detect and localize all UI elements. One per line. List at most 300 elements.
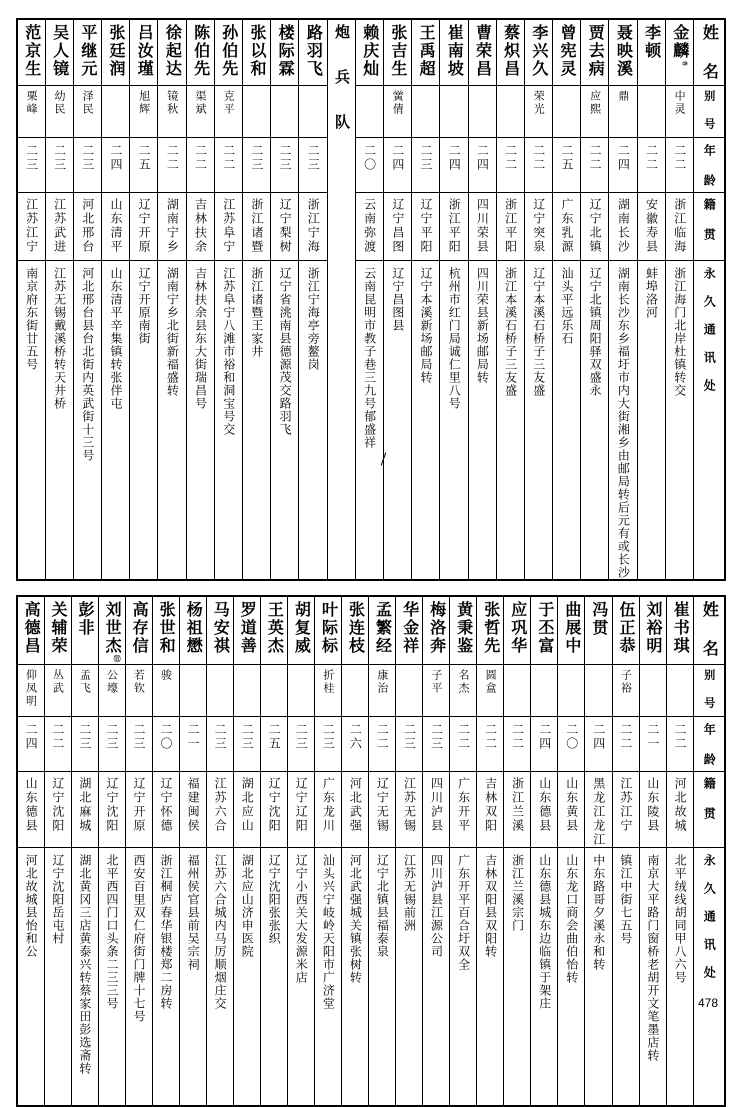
cell-age xyxy=(639,717,666,772)
cell-text-age: 二三 xyxy=(402,723,417,751)
cell-text-origin: 辽宁辽阳 xyxy=(294,777,309,833)
cell-text-name: 胡复威 xyxy=(292,601,312,655)
cell-alias xyxy=(17,665,44,717)
cell-alias xyxy=(179,665,206,717)
cell-origin xyxy=(450,772,477,848)
cell-name xyxy=(369,596,396,665)
cell-alias xyxy=(45,86,73,138)
cell-text-alias: 丛武 xyxy=(51,669,65,695)
cell-alias xyxy=(639,665,666,717)
cell-text-origin: 河北故城 xyxy=(673,777,688,833)
cell-alias xyxy=(271,86,299,138)
cell-text-address: 辽宁北镇周阳驿双盛永 xyxy=(588,267,603,397)
cell-text-name: 贾去病 xyxy=(586,24,606,78)
cell-text-age: 二五 xyxy=(267,723,282,751)
cell-origin xyxy=(243,193,271,261)
cell-age xyxy=(243,138,271,193)
cell-text-address: 四川荣县新场邮局转 xyxy=(475,267,490,384)
cell-age xyxy=(612,717,639,772)
cell-origin xyxy=(71,772,98,848)
cell-origin xyxy=(17,772,44,848)
column-header-text-address: 永 久 通 讯 处 xyxy=(702,267,717,392)
cell-name xyxy=(214,19,242,86)
unit-label-cell xyxy=(327,19,355,580)
cell-age xyxy=(73,138,101,193)
cell-name xyxy=(299,19,327,86)
cell-address xyxy=(383,261,411,581)
cell-text-name: 冯贯 xyxy=(589,601,609,637)
cell-text-name: 吕汝瑾 xyxy=(135,24,155,78)
cell-text-address: 南京大平路门窗桥老胡开文笔墨店转 xyxy=(645,854,660,1062)
cell-address xyxy=(186,261,214,581)
column-header-address xyxy=(694,848,726,1106)
cell-age xyxy=(423,717,450,772)
cell-age xyxy=(637,138,665,193)
cell-text-alias: 康治 xyxy=(375,669,389,695)
cell-text-address: 辽宁沈阳张张织 xyxy=(267,854,282,945)
cell-origin xyxy=(637,193,665,261)
cell-address xyxy=(369,848,396,1106)
cell-name xyxy=(17,19,45,86)
cell-age xyxy=(186,138,214,193)
cell-origin xyxy=(315,772,342,848)
cell-age xyxy=(355,138,383,193)
cell-text-age: 二四 xyxy=(108,144,123,172)
cell-text-origin: 山东清平 xyxy=(108,198,123,254)
cell-address xyxy=(73,261,101,581)
cell-name xyxy=(396,596,423,665)
cell-text-address: 浙江本溪石桥子三友盛 xyxy=(503,267,518,397)
column-header-alias xyxy=(694,86,726,138)
cell-text-age: 二三 xyxy=(132,723,146,751)
cell-address xyxy=(639,848,666,1106)
cell-text-address: 山东德县城东边临镇于架庄 xyxy=(537,854,552,1010)
cell-name xyxy=(71,596,98,665)
cell-text-alias: 子裕 xyxy=(619,669,633,695)
cell-name xyxy=(233,596,260,665)
cell-text-age: 二三 xyxy=(249,144,264,172)
cell-origin xyxy=(581,193,609,261)
cell-alias xyxy=(524,86,552,138)
cell-text-age: 二四 xyxy=(390,144,405,172)
cell-origin xyxy=(287,772,314,848)
column-header-text-age: 年 龄 xyxy=(702,144,717,188)
cell-text-address: 辽宁沈阳岳屯村 xyxy=(50,854,65,945)
cell-text-alias: 中灵 xyxy=(673,90,687,116)
roster-row-alias xyxy=(17,86,725,138)
cell-address xyxy=(299,261,327,581)
cell-address xyxy=(637,261,665,581)
cell-text-name: 孙伯先 xyxy=(219,24,239,78)
cell-text-address: 辽宁省洮南县德源茂交路羽飞 xyxy=(278,267,293,436)
cell-alias xyxy=(585,665,612,717)
cell-address xyxy=(125,848,152,1106)
cell-text-name: 崔南坡 xyxy=(445,24,465,78)
cell-text-origin: 辽宁沈阳 xyxy=(267,777,282,833)
cell-name xyxy=(130,19,158,86)
cell-name xyxy=(383,19,411,86)
cell-name xyxy=(496,19,524,86)
cell-text-name: 曹荣昌 xyxy=(473,24,493,78)
cell-text-alias: 泽民 xyxy=(81,90,95,116)
cell-name xyxy=(558,596,585,665)
cell-origin xyxy=(102,193,130,261)
cell-text-name: 罗道善 xyxy=(238,601,258,655)
cell-alias xyxy=(287,665,314,717)
cell-text-age: 二三 xyxy=(240,723,255,751)
cell-age xyxy=(383,138,411,193)
cell-text-name: 金麟⑩ xyxy=(670,24,690,70)
cell-age xyxy=(666,717,693,772)
cell-text-origin: 辽宁梨树 xyxy=(278,198,293,254)
cell-age xyxy=(158,138,186,193)
cell-address xyxy=(315,848,342,1106)
column-header-age xyxy=(694,138,726,193)
cell-age xyxy=(102,138,130,193)
cell-alias xyxy=(412,86,440,138)
cell-alias xyxy=(609,86,637,138)
cell-origin xyxy=(45,193,73,261)
roster-row-alias xyxy=(17,665,725,717)
cell-text-alias: 圆盒 xyxy=(484,669,498,695)
cell-text-address: 北平绒线胡同甲八六号 xyxy=(673,854,688,984)
cell-age xyxy=(504,717,531,772)
cell-name xyxy=(440,19,468,86)
cell-age xyxy=(531,717,558,772)
cell-text-age: 二五 xyxy=(559,144,574,172)
cell-text-address: 北平西四门口头条二三三号 xyxy=(104,854,119,1010)
cell-address xyxy=(17,261,45,581)
cell-address xyxy=(450,848,477,1106)
cell-address xyxy=(477,848,504,1106)
cell-origin xyxy=(496,193,524,261)
cell-text-address: 湖南宁乡北街新福盛转 xyxy=(165,267,180,397)
cell-text-name: 曲展中 xyxy=(562,601,582,655)
cell-text-address: 南京府东街廿五号 xyxy=(24,267,39,371)
cell-text-origin: 江苏阜宁 xyxy=(221,198,236,254)
cell-text-address: 杭州市红门局诚仁里八号 xyxy=(447,267,462,410)
cell-text-name: 吴人镜 xyxy=(50,24,70,78)
cell-alias xyxy=(315,665,342,717)
cell-address xyxy=(287,848,314,1106)
cell-text-age: 二二 xyxy=(672,144,687,172)
cell-text-name: 张世和 xyxy=(157,601,177,655)
roster-table-top xyxy=(16,18,726,581)
cell-text-age: 二二 xyxy=(221,144,236,172)
column-header-name xyxy=(694,19,726,86)
cell-name xyxy=(287,596,314,665)
column-header-text-origin: 籍 贯 xyxy=(702,198,717,242)
cell-text-alias: 骏 xyxy=(159,669,173,682)
cell-text-origin: 辽宁开原 xyxy=(132,777,146,833)
cell-text-name: 崔书琪 xyxy=(671,601,691,655)
cell-name xyxy=(468,19,496,86)
cell-text-age: 二二 xyxy=(673,723,688,751)
cell-text-name: 路羽飞 xyxy=(304,24,324,78)
cell-text-origin: 辽宁北镇 xyxy=(588,198,603,254)
cell-text-age: 二二 xyxy=(618,723,633,751)
cell-alias xyxy=(666,665,693,717)
cell-text-name: 高德昌 xyxy=(22,601,42,655)
cell-age xyxy=(468,138,496,193)
cell-alias xyxy=(130,86,158,138)
cell-age xyxy=(152,717,179,772)
cell-origin xyxy=(299,193,327,261)
cell-origin xyxy=(73,193,101,261)
cell-name xyxy=(531,596,558,665)
cell-text-age: 二二 xyxy=(456,723,471,751)
cell-text-origin: 江苏武进 xyxy=(52,198,67,254)
cell-text-alias: 名杰 xyxy=(457,669,471,695)
cell-name xyxy=(585,596,612,665)
cell-text-age: 二四 xyxy=(24,723,39,751)
cell-age xyxy=(17,138,45,193)
cell-name xyxy=(179,596,206,665)
cell-origin xyxy=(369,772,396,848)
cell-name xyxy=(98,596,125,665)
cell-name xyxy=(504,596,531,665)
cell-age xyxy=(71,717,98,772)
cell-text-origin: 福建闽侯 xyxy=(186,777,201,833)
cell-text-address: 浙江兰溪宗门 xyxy=(510,854,525,932)
cell-text-origin: 四川泸县 xyxy=(429,777,444,833)
cell-text-address: 山东龙口商会曲伯怡转 xyxy=(564,854,579,984)
cell-age xyxy=(271,138,299,193)
cell-text-name: 李顿 xyxy=(642,24,662,60)
cell-text-name: 彭非 xyxy=(76,601,96,637)
cell-origin xyxy=(531,772,558,848)
unit-label-text: 炮 兵 队 xyxy=(333,24,352,135)
cell-text-age: 二四 xyxy=(616,144,631,172)
cell-name xyxy=(243,19,271,86)
cell-text-name: 李兴久 xyxy=(529,24,549,78)
cell-age xyxy=(125,717,152,772)
cell-text-address: 福州侯官县前吴宗祠 xyxy=(186,854,201,971)
column-header-text-alias: 别 号 xyxy=(702,90,716,131)
cell-text-name: 曾宪灵 xyxy=(558,24,578,78)
cell-alias xyxy=(71,665,98,717)
cell-name xyxy=(342,596,369,665)
column-header-origin xyxy=(694,193,726,261)
cell-address xyxy=(440,261,468,581)
cell-text-age: 二二 xyxy=(165,144,180,172)
cell-age xyxy=(609,138,637,193)
cell-alias xyxy=(612,665,639,717)
cell-address xyxy=(130,261,158,581)
cell-alias xyxy=(531,665,558,717)
cell-text-address: 湖南长沙东乡福圩市内大街湘乡由邮局转后元有或长沙 xyxy=(616,267,631,579)
cell-text-alias: 仰凤明 xyxy=(24,669,38,708)
cell-age xyxy=(130,138,158,193)
cell-text-name: 梅洛奔 xyxy=(427,601,447,655)
cell-address xyxy=(504,848,531,1106)
column-header-text-name: 姓 名 xyxy=(700,24,720,81)
cell-origin xyxy=(152,772,179,848)
cell-origin xyxy=(477,772,504,848)
cell-age xyxy=(553,138,581,193)
cell-origin xyxy=(396,772,423,848)
cell-text-address: 中东路哥夕溪永和转 xyxy=(591,854,606,971)
cell-origin xyxy=(206,772,233,848)
cell-text-alias: 折桂 xyxy=(321,669,335,695)
cell-text-age: 二二 xyxy=(375,723,390,751)
cell-text-address: 江苏阜宁八滩市裕和洞宝号交 xyxy=(221,267,236,436)
cell-origin xyxy=(17,193,45,261)
cell-text-age: 二〇 xyxy=(159,723,174,751)
cell-alias xyxy=(98,665,125,717)
cell-text-name: 高存信 xyxy=(130,601,150,655)
cell-alias xyxy=(102,86,130,138)
cell-address xyxy=(581,261,609,581)
cell-text-name: 伍正恭 xyxy=(616,601,636,655)
cell-alias xyxy=(125,665,152,717)
cell-text-age: 二二 xyxy=(50,723,65,751)
cell-age xyxy=(581,138,609,193)
cell-address xyxy=(260,848,287,1106)
cell-text-origin: 浙江诸暨 xyxy=(249,198,264,254)
cell-address xyxy=(243,261,271,581)
cell-text-origin: 湖北应山 xyxy=(240,777,255,833)
cell-alias xyxy=(152,665,179,717)
cell-text-origin: 辽宁怀德 xyxy=(159,777,174,833)
cell-text-address: 吉林扶余县东大街瑞昌号 xyxy=(193,267,208,410)
cell-text-origin: 浙江宁海 xyxy=(306,198,321,254)
cell-text-alias: 栗峰 xyxy=(25,90,39,116)
cell-address xyxy=(102,261,130,581)
cell-name xyxy=(73,19,101,86)
cell-name xyxy=(17,596,44,665)
cell-origin xyxy=(158,193,186,261)
cell-text-origin: 辽宁平阳 xyxy=(419,198,434,254)
cell-origin xyxy=(342,772,369,848)
cell-address xyxy=(609,261,637,581)
cell-age xyxy=(17,717,44,772)
cell-age xyxy=(44,717,71,772)
cell-text-address: 镇江中街七五号 xyxy=(618,854,633,945)
cell-text-address: 辽宁昌图县 xyxy=(390,267,405,332)
cell-address xyxy=(612,848,639,1106)
cell-text-age: 二三 xyxy=(77,723,92,751)
cell-text-origin: 山东黄县 xyxy=(564,777,579,833)
cell-age xyxy=(45,138,73,193)
cell-text-address: 浙江诸暨王家井 xyxy=(249,267,264,358)
roster-row-origin xyxy=(17,193,725,261)
cell-name xyxy=(152,596,179,665)
cell-text-address: 吉林双阳县双阳转 xyxy=(483,854,498,958)
cell-text-name: 华金祥 xyxy=(400,601,420,655)
column-header-alias xyxy=(694,665,726,717)
cell-text-address: 辽宁本溪新场邮局转 xyxy=(419,267,434,384)
roster-row-address xyxy=(17,848,725,1106)
cell-alias xyxy=(342,665,369,717)
cell-name xyxy=(477,596,504,665)
cell-text-age: 二二 xyxy=(510,723,525,751)
cell-address xyxy=(355,261,383,581)
cell-text-name: 关辅荣 xyxy=(48,601,68,655)
cell-name xyxy=(666,596,693,665)
cell-origin xyxy=(585,772,612,848)
cell-address xyxy=(45,261,73,581)
cell-text-name: 蔡炽昌 xyxy=(501,24,521,78)
cell-text-origin: 辽宁沈阳 xyxy=(104,777,119,833)
cell-text-origin: 云南弥渡 xyxy=(362,198,377,254)
roster-row-address xyxy=(17,261,725,581)
cell-text-address: 河北武强城关镇张树转 xyxy=(348,854,363,984)
cell-age xyxy=(315,717,342,772)
cell-text-age: 二三 xyxy=(24,144,39,172)
cell-text-address: 山东清平辛集镇转张伴屯 xyxy=(108,267,123,410)
cell-age xyxy=(496,138,524,193)
cell-text-name: 聂映溪 xyxy=(614,24,634,78)
cell-text-alias: 孟飞 xyxy=(78,669,92,695)
cell-address xyxy=(468,261,496,581)
cell-address xyxy=(158,261,186,581)
cell-alias xyxy=(637,86,665,138)
cell-alias xyxy=(581,86,609,138)
cell-origin xyxy=(609,193,637,261)
cell-origin xyxy=(504,772,531,848)
cell-age xyxy=(369,717,396,772)
roster-row-name xyxy=(17,19,725,86)
cell-text-origin: 山东德县 xyxy=(24,777,39,833)
cell-text-alias: 荣光 xyxy=(532,90,546,116)
cell-text-age: 二三 xyxy=(52,144,67,172)
cell-origin xyxy=(214,193,242,261)
cell-alias xyxy=(299,86,327,138)
cell-alias xyxy=(496,86,524,138)
cell-address xyxy=(233,848,260,1106)
cell-name xyxy=(158,19,186,86)
cell-origin xyxy=(125,772,152,848)
cell-origin xyxy=(186,193,214,261)
cell-age xyxy=(260,717,287,772)
cell-text-age: 二三 xyxy=(321,723,336,751)
cell-text-alias: 镜秋 xyxy=(165,90,179,116)
cell-name xyxy=(44,596,71,665)
cell-text-name: 楼际霖 xyxy=(276,24,296,78)
cell-address xyxy=(71,848,98,1106)
cell-address xyxy=(585,848,612,1106)
cell-text-age: 二三 xyxy=(419,144,434,172)
cell-text-name: 杨祖懋 xyxy=(184,601,204,655)
cell-text-age: 二二 xyxy=(193,144,208,172)
cell-text-name: 黄秉鉴 xyxy=(454,601,474,655)
cell-alias xyxy=(158,86,186,138)
roster-row-age xyxy=(17,138,725,193)
cell-name xyxy=(553,19,581,86)
cell-name xyxy=(271,19,299,86)
cell-address xyxy=(524,261,552,581)
cell-text-name: 于丕富 xyxy=(535,601,555,655)
cell-text-origin: 江苏江宁 xyxy=(618,777,633,833)
roster-row-name xyxy=(17,596,725,665)
cell-text-address: 湖北应山济申医院 xyxy=(240,854,255,958)
cell-text-age: 二四 xyxy=(591,723,606,751)
cell-name xyxy=(609,19,637,86)
cell-origin xyxy=(233,772,260,848)
cell-alias xyxy=(186,86,214,138)
cell-text-address: 四川泸县江源公司 xyxy=(429,854,444,958)
cell-origin xyxy=(468,193,496,261)
cell-address xyxy=(412,261,440,581)
cell-text-address: 辽宁小西关大发源米店 xyxy=(294,854,309,984)
cell-origin xyxy=(639,772,666,848)
cell-text-age: 二二 xyxy=(503,144,518,172)
column-header-text-alias: 别 号 xyxy=(702,669,716,710)
cell-text-name: 徐起达 xyxy=(163,24,183,78)
cell-text-name: 范京生 xyxy=(22,24,42,78)
cell-age xyxy=(450,717,477,772)
